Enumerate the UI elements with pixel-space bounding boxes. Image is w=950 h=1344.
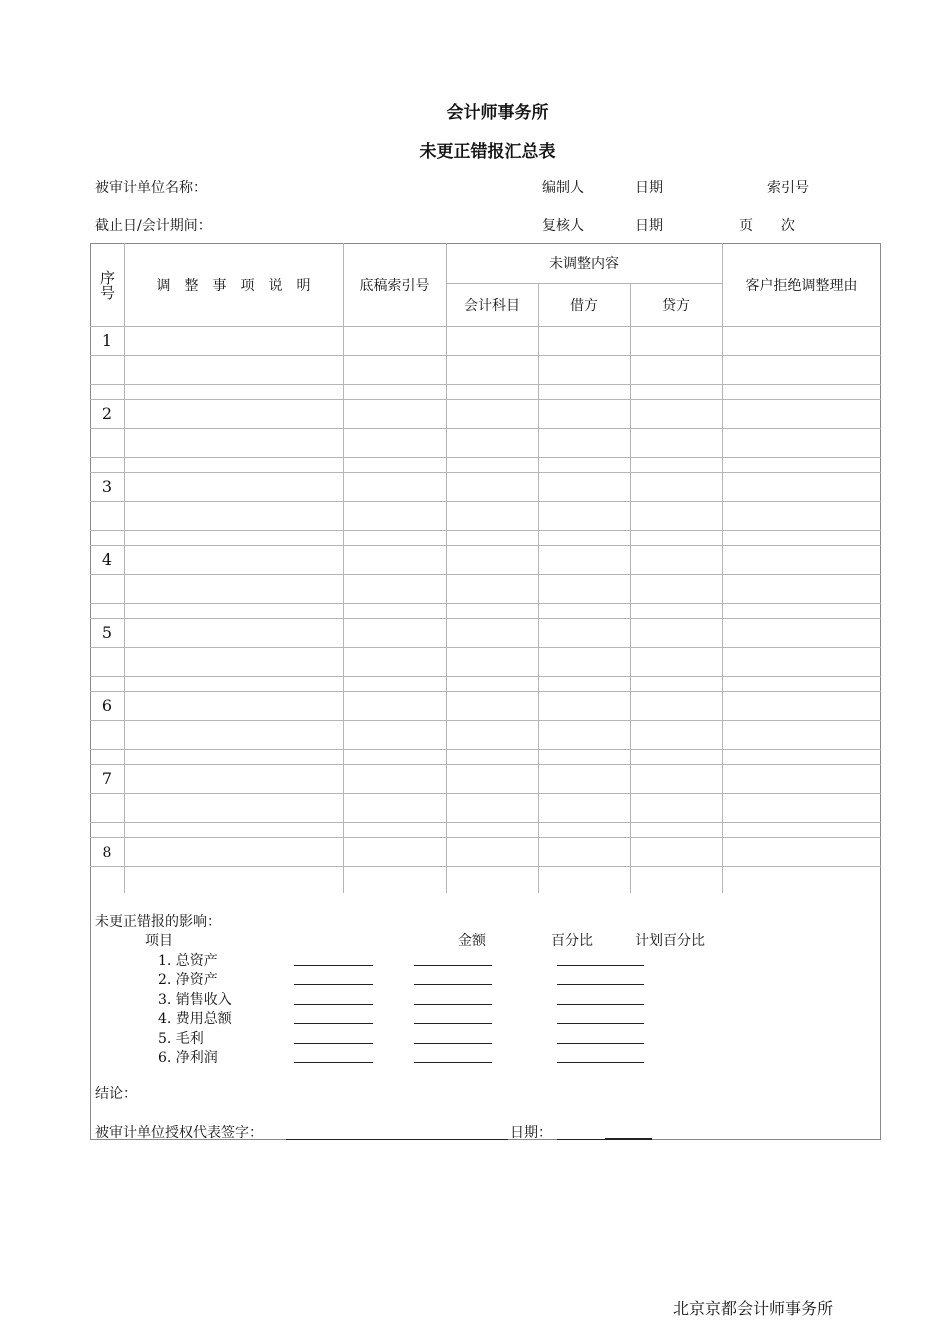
header-description: 调 整 事 项 说 明 [156,277,311,294]
impact-item-blank[interactable] [294,1004,373,1005]
header-working-paper-ref: 底稿索引号 [359,277,430,294]
row-divider [90,501,881,502]
prepared-date-label: 日期 [635,180,663,196]
signature-date-line-bold [605,1138,652,1140]
seq-number: 6 [101,696,113,715]
row-divider [90,749,881,750]
row-divider [90,822,881,823]
impact-percent-blank[interactable] [557,984,644,985]
document-title: 未更正错报汇总表 [419,142,556,162]
impact-amount-blank[interactable] [414,1023,492,1024]
impact-item-label: 3. 销售收入 [158,991,232,1008]
column-divider [124,243,125,893]
row-divider [90,457,881,458]
impact-percent-blank[interactable] [557,1004,644,1005]
row-divider [90,428,881,429]
row-divider [90,837,881,838]
impact-item-blank[interactable] [294,1023,373,1024]
row-divider [90,384,881,385]
row-divider [90,545,881,546]
row-divider [90,676,881,677]
row-divider [90,647,881,648]
impact-percent-blank[interactable] [557,1043,644,1044]
impact-item-blank[interactable] [294,1043,373,1044]
impact-col-item: 项目 [145,933,173,949]
impact-item-label: 5. 毛利 [158,1030,204,1047]
impact-item-label: 1. 总资产 [158,953,218,969]
page-number-label: 页 次 [739,218,795,234]
row-divider [90,355,881,356]
impact-item-blank[interactable] [294,965,373,966]
row-divider [90,472,881,473]
seq-number: 4 [101,550,113,569]
row-divider [90,574,881,575]
row-divider [90,691,881,692]
header-seq: 序号 [98,269,116,300]
seq-number: 1 [101,331,113,350]
seq-number: 5 [101,623,113,642]
seq-number: 3 [101,477,113,496]
impact-percent-blank[interactable] [557,965,644,966]
impact-col-percent: 百分比 [551,933,593,949]
column-divider [343,243,344,893]
signature-label: 被审计单位授权代表签字： [95,1125,263,1141]
impact-col-amount: 金额 [458,933,486,949]
row-divider [90,764,881,765]
impact-amount-blank[interactable] [414,984,492,985]
signature-line[interactable] [286,1139,508,1140]
row-divider [90,866,881,867]
impact-item-label: 2. 净资产 [158,972,218,989]
row-divider [90,530,881,531]
signature-date-label: 日期： [510,1125,552,1141]
row-divider [90,399,881,400]
header-client-refusal-reason: 客户拒绝调整理由 [745,277,858,294]
impact-col-plan-percent: 计划百分比 [635,933,705,949]
row-divider [90,326,881,327]
row-divider [90,603,881,604]
impact-item-blank[interactable] [294,984,373,985]
entity-name-label: 被审计单位名称： [95,180,207,196]
header-unadjusted-content: 未调整内容 [549,256,619,272]
row-divider [90,618,881,619]
header-debit: 借方 [570,297,598,314]
impact-percent-blank[interactable] [557,1023,644,1024]
reviewer-label: 复核人 [542,218,584,234]
column-divider [538,283,539,893]
seq-number: 8 [102,845,112,861]
column-divider [630,283,631,893]
impact-item-blank[interactable] [294,1062,373,1063]
impact-amount-blank[interactable] [414,1062,492,1063]
impact-item-label: 4. 费用总额 [158,1011,232,1028]
header-credit: 贷方 [662,297,690,314]
firm-title: 会计师事务所 [446,103,549,123]
preparer-label: 编制人 [542,180,584,196]
row-divider [90,793,881,794]
impact-heading: 未更正错报的影响： [95,914,221,930]
header-account: 会计科目 [464,297,520,314]
impact-amount-blank[interactable] [414,1043,492,1044]
column-divider [722,243,723,893]
reviewed-date-label: 日期 [635,218,663,234]
misstatement-table [90,243,881,893]
index-number-label: 索引号 [767,180,809,196]
row-divider [90,720,881,721]
impact-item-label: 6. 净利润 [158,1050,218,1066]
footer-firm-name: 北京京都会计师事务所 [673,1299,834,1318]
impact-amount-blank[interactable] [414,1004,492,1005]
seq-number: 7 [101,769,113,788]
impact-percent-blank[interactable] [557,1062,644,1063]
period-label: 截止日/会计期间： [95,218,212,234]
column-divider [446,243,447,893]
conclusion-label: 结论： [95,1086,137,1102]
impact-amount-blank[interactable] [414,965,492,966]
seq-number: 2 [101,404,113,423]
